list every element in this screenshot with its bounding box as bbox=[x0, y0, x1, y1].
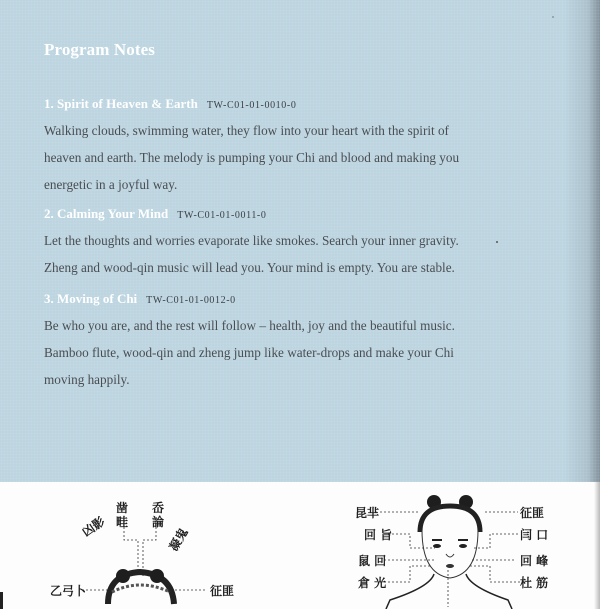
description-line: Be who you are, and the rest will follow – health, joy and the beautiful music. bbox=[44, 318, 455, 333]
label-glyph: 闫 口 bbox=[520, 528, 549, 542]
track-title: 1. Spirit of Heaven & Earth bbox=[44, 96, 198, 111]
acupuncture-head-top-illustration bbox=[0, 482, 300, 609]
page-title: Program Notes bbox=[44, 40, 155, 59]
acupuncture-face-illustration bbox=[300, 482, 600, 609]
description-line: moving happily. bbox=[44, 372, 130, 387]
description-line: Walking clouds, swimming water, they flow into your heart with the spirit of bbox=[44, 123, 449, 138]
page-fold-shadow bbox=[594, 482, 600, 609]
track-description bbox=[44, 117, 584, 198]
head-crown-icon bbox=[108, 569, 174, 604]
label-glyph: 畦 bbox=[116, 515, 129, 529]
label-glyph: 乙弓卜 bbox=[50, 584, 87, 598]
track-title: 2. Calming Your Mind bbox=[44, 206, 169, 221]
label-glyph: 凶影 bbox=[79, 514, 108, 540]
print-speck bbox=[496, 241, 498, 243]
label-glyph: 征匪 bbox=[520, 506, 545, 520]
label-glyph: 凝鬼 bbox=[166, 525, 191, 554]
description-line: energetic in a joyful way. bbox=[44, 177, 178, 192]
track-description bbox=[44, 227, 584, 281]
track-description bbox=[44, 312, 584, 393]
label-glyph: 凿 bbox=[116, 501, 129, 515]
label-glyph: 回 峰 bbox=[520, 554, 549, 568]
track-title: 3. Moving of Chi bbox=[44, 291, 138, 306]
description-line: heaven and earth. The melody is pumping your Chi and blood and making you bbox=[44, 150, 460, 165]
description-line: Bamboo flute, wood-qin and zheng jump like water-drops and make your Chi bbox=[44, 345, 454, 360]
label-glyph: 論 bbox=[152, 515, 165, 529]
label-glyph: 岙 bbox=[152, 501, 165, 515]
print-speck bbox=[552, 16, 554, 18]
label-glyph: 征匪 bbox=[210, 584, 235, 598]
track-heading bbox=[44, 290, 584, 312]
label-glyph: 杜 筋 bbox=[520, 576, 549, 590]
track-note-1 bbox=[44, 95, 584, 198]
track-note-3 bbox=[44, 290, 584, 393]
track-heading bbox=[44, 95, 584, 117]
description-line: Let the thoughts and worries evaporate like smokes. Search your inner gravity. bbox=[44, 233, 459, 248]
track-code: TW-C01-01-0012-0 bbox=[146, 295, 236, 306]
track-code: TW-C01-01-0011-0 bbox=[177, 210, 267, 221]
label-glyph: 倉 光 bbox=[358, 576, 387, 590]
page-edge-mark bbox=[0, 592, 3, 609]
track-heading bbox=[44, 205, 584, 227]
track-code: TW-C01-01-0010-0 bbox=[206, 100, 297, 111]
label-glyph: 回 旨 bbox=[364, 528, 393, 542]
label-glyph: 鼠 回 bbox=[358, 554, 387, 568]
label-glyph: 昆芈 bbox=[355, 506, 380, 520]
track-note-2 bbox=[44, 205, 584, 281]
description-line: Zheng and wood-qin music will lead you. Your mind is empty. You are stable. bbox=[44, 260, 455, 275]
